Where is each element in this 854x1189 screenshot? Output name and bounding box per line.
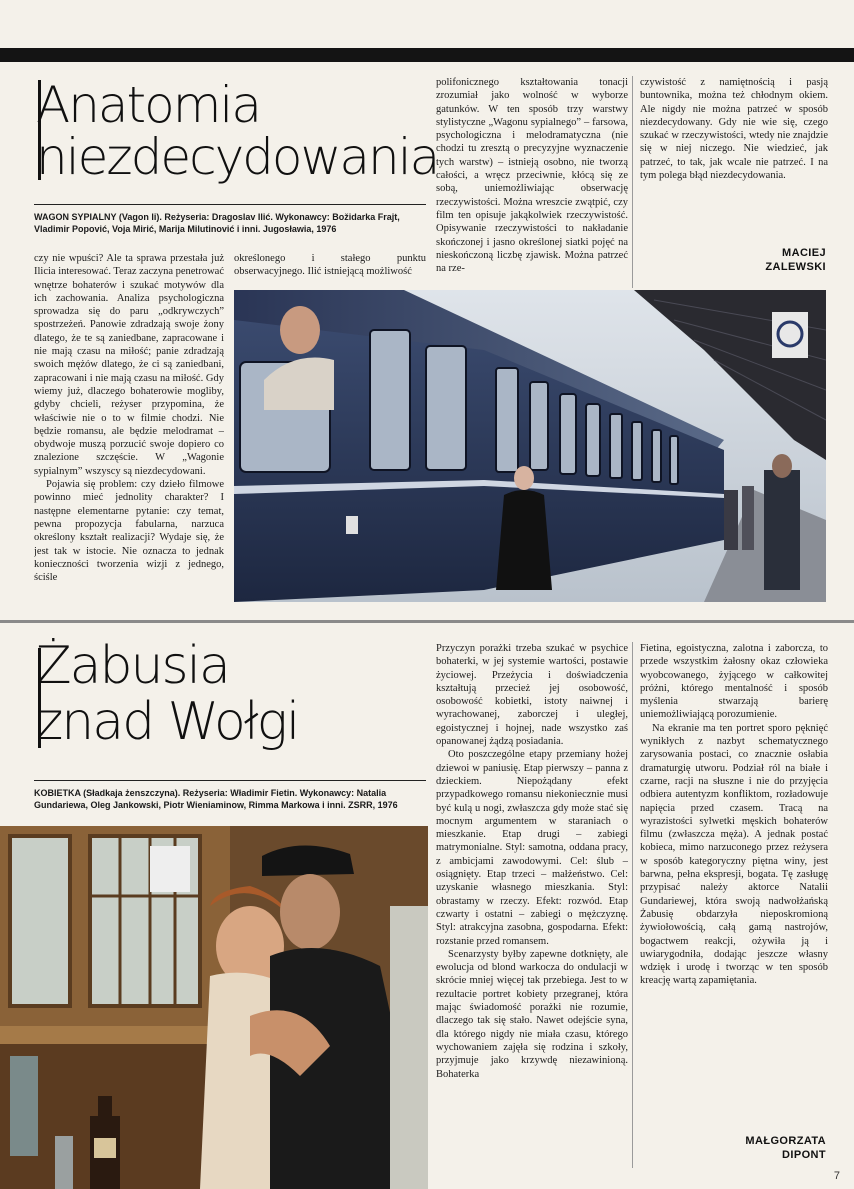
column-divider [632,76,633,288]
article1-column-2: określonego i stałego punktu obserwacyjnego. Ilić istniejącą możliwość [234,253,426,278]
top-black-bar [0,48,854,62]
article1-title-line1: Anatomia [36,76,260,134]
train-photo [234,290,826,602]
paragraph: Pojawia się problem: czy dzieło filmowe powinno mieć jednolity charakter? I następne elementarne pytanie: czy temat, pewna propozycja fabularna, narzuca określony kształt realizacji? Wydaje się, że jest tak w istocie. Nie oznacza to jednak konieczności tworzenia wizji z jednego, ściśle [34,479,224,584]
paragraph: Fietina, egoistyczna, zalotna i zaborcza, to przede wszystkim żałosny okaz człowieka wyobcowanego, żyjącego w całkowitej próżni, którego mentalność i sposób myślenia stwarzają barierę uniemożliwiającą porozumienie. [640,643,828,721]
article1-column-1 [34,252,224,614]
couple-photo [0,826,428,1189]
paragraph: czy nie wpuści? Ale ta sprawa przestała już Ilicia interesować. Teraz zaczyna penetrować wnętrze bohaterów i szukać motywów dla ich zachowania. Analiza psychologiczna sprowadza się do paru „odkrywczych” spostrzeżeń. Panowie zdradzają swoje żony dlatego, że te są zaniedbane, zapracowane i nie mają czasu na miłość; panie zdradzają swoich mężów dlatego, że ci są zaniedbani, zapracowani i nie mają czasu na miłość. Gdy wiemy już, dlaczego bohaterowie mogliby, gdyby chcieli, reżyser przypomina, że właściwie nie o to w filmie chodzi. Nie będzie romansu, ale będzie melodramat – obydwoje muszą porzucić swoje dopiero co znalezione szczęście. W „Wagonie sypialnym” wszyscy są niezdecydowani. [34,253,224,477]
article2-title-line2: znad Wołgi [36,692,299,752]
article2-column-1 [436,642,628,1168]
column-divider [632,642,633,1168]
paragraph: Scenarzysty byłby zapewne dotknięty, ale ewolucja od blond warkocza do ondulacji w skrócie mniej więcej tak przebiega. Jest to w rezultacie portret kobiety przegranej, która mając świadomość porażki nie rozumie, dlaczego tak się stało. Nawet odejście syna, dla którego nigdy nie miała czasu, którego wychowaniem zajęła się rodzina i szkoły, przyjmuje jako krzywdę niezawinioną. Bohaterka [436,948,628,1080]
paragraph: Oto poszczególne etapy przemiany hożej dziewoi w paniusię. Etap pierwszy – panna z dzieckiem. Niepożądany efekt przypadkowego romansu niekoniecznie musi być kulą u nogi, zwłaszcza gdy może stać się mocnym argumentem w staraniach o mieszkanie. Etap drugi – zabiegi matrymonialne. Styl: samotna, oddana pracy, z ambicjami zawodowymi. Cel: ślub – osiągnięty. Etap trzeci – małżeństwo. Cel: uzyskanie własnego mieszkania. Styl: obrastamy w rzeczy. Efekt: rozwód. Etap czwarty i ostatni – zabiegi o mężczyznę. Styl: atrakcyjna zasobna, gospodarna. Efekt: rozstanie przed romansem. [436,749,628,947]
article1-credits: WAGON SYPIALNY (Vagon li). Reżyseria: Dragoslav Ilić. Wykonawcy: Božidarka Frajt, Vladimir Popović, Voja Mirić, Marija Milutinović i inni. Jugosławia, 1976 [34,204,426,235]
article2-column-2 [640,642,828,1062]
article1-byline: MACIEJ ZALEWSKI [765,247,826,273]
article2-credits: KOBIETKA (Sładkaja żenszczyna). Reżyseria: Władimir Fietin. Wykonawcy: Natalia Gundariewa, Oleg Jankowski, Piotr Wieniaminow, Rimma Markowa i inni. ZSRR, 1976 [34,780,426,811]
article1-column-3: polifonicznego kształtowania tonacji zrozumiał jako wolność w wyborze gatunków. W ten sposób trzy warstwy stylistyczne „Wagonu sypialnego” – farsowa, psychologiczna i melodramatyczna (nie chodzi tu zresztą o precyzyjne wyznaczenie tych warstw) – istnieją osobno, nie tworzą całości, a wręcz przeciwnie, kłócą się ze sobą, uniemożliwiając obserwację rzeczywistości. Można wreszcie zwątpić, czy film ten opisuje jakąkolwiek rzeczywistość. Opisywanie rzeczywistości to nakładanie skończonej i jasno określonej siatki pojęć na nieskończoną liczbę zjawisk. Można patrzeć na rze- [436,77,628,275]
article1-column-4: czywistość z namiętnością i pasją buntownika, można też chłodnym okiem. Ale nigdy nie można patrzeć w sposób niezdecydowany. Gdy nie wie się, czego szukać w rzeczywistości, wtedy nie znajdzie się w niej niczego. Nie wiedzieć, jak patrzeć, to tak, jak wcale nie patrzeć. I na tym polega błąd niezdecydowania. [640,77,828,182]
paragraph: Przyczyn porażki trzeba szukać w psychice bohaterki, w jej systemie wartości, postawie życiowej. Przeżycia i doświadczenia kształtują przecież jej osobowość, osobowość kobietki, istoty naiwnej i wyrachowanej, zaborczej i uległej, egoistycznej i hojnej, nade wszystko zaś opanowanej żądzą posiadania. [436,643,628,748]
article2-title-line1: Żabusia [36,636,229,696]
section-divider [0,620,854,623]
page-number: 7 [833,1170,840,1182]
paragraph: Na ekranie ma ten portret sporo pęknięć wynikłych z nazbyt schematycznego zarysowania postaci, co znacznie osłabia dramaturgię utworu. Podział ról na białe i czarne, racji na słuszne i nie do przyjęcia odbiera autentyzm konfliktom, rozładowuje napięcia przed czasem. Tracą na wyrazistości sylwetki męskich bohaterów filmu (zwłaszcza męża). A jednak postać kobieca, mimo narzuconego przez reżysera w sposób kategoryczny piętna winy, jest barwna, pełna ekspresji, bogata. Tę zasługę przypisać należy aktorce Natalii Gundariewej, która swoją nadwołżańską Żabusię obdarzyła nieposkromioną żywiołowością, całą gamą nastrojów, bogactwem reakcji, ożywiła ją i uwiarygodniła, dodając jeszcze własny wdzięk i urodę i tworząc w ten sposób kreację wartą zapamiętania. [640,722,828,987]
article2-byline: MAŁGORZATA DIPONT [745,1135,826,1161]
article1-title-line2: niezdecydowania [36,128,439,186]
